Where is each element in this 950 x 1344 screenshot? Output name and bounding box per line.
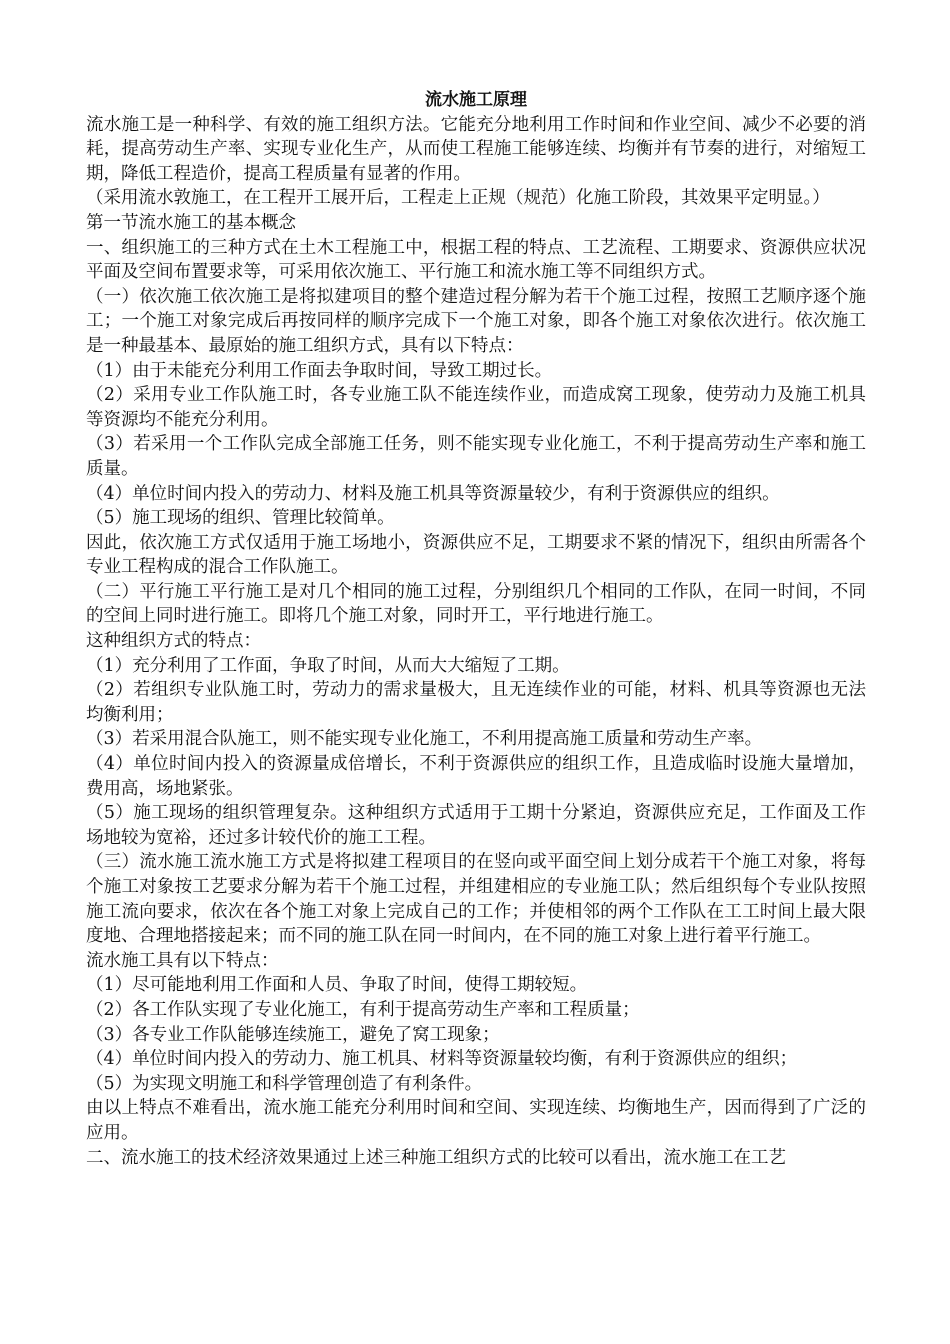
list-item: （3）若采用一个工作队完成全部施工任务，则不能实现专业化施工，不利于提高劳动生产率和施工质量。 xyxy=(86,434,866,479)
document-title: 流水施工原理 xyxy=(425,90,527,110)
list-item: （1）由于未能充分利用工作面去争取时间，导致工期过长。 xyxy=(86,360,553,381)
paragraph-parallel-features: 这种组织方式的特点： xyxy=(86,631,261,652)
section-heading: 第一节流水施工的基本概念 xyxy=(86,212,296,233)
paragraph-sequential-summary: 因此，依次施工方式仅适用于施工场地小，资源供应不足，工期要求不紧的情况下，组织由所需各个专业工程构成的混合工作队施工。 xyxy=(86,532,866,578)
list-item: （5）施工现场的组织、管理比较简单。 xyxy=(86,508,395,529)
paragraph-intro: 流水施工是一种科学、有效的施工组织方法。它能充分地利用工作时间和作业空间、减少不必要的消耗，提高劳动生产率、实现专业化生产，从而使工程施工能够连续、均衡并有节奏的进行，对缩短工期，降低工程造价，提高工程质量有显著的作用。 xyxy=(86,114,866,184)
list-item: （1）充分利用了工作面，争取了时间，从而大大缩短了工期。 xyxy=(86,655,570,676)
list-item: （4）单位时间内投入的劳动力、材料及施工机具等资源量较少，有利于资源供应的组织。 xyxy=(86,483,780,504)
paragraph-sequential: （一）依次施工依次施工是将拟建项目的整个建造过程分解为若干个施工过程，按照工艺顺序逐个施工；一个施工对象完成后再按同样的顺序完成下一个施工对象，即各个施工对象依次进行。依次施工是一种最基本、最原始的施工组织方式，具有以下特点： xyxy=(86,286,866,356)
paragraph-flow: （三）流水施工流水施工方式是将拟建工程项目的在竖向或平面空间上划分成若干个施工对象，将每个施工对象按工艺要求分解为若干个施工过程，并组建相应的专业施工队；然后组织每个专业队按照施工流向要求，依次在各个施工对象上完成自己的工作；并使相邻的两个工作队在工工时间上最大限度地、合理地搭接起来；而不同的施工队在同一时间内，在不同的施工对象上进行着平行施工。 xyxy=(86,852,866,947)
paragraph-three-methods: 一、组织施工的三种方式在土木工程施工中，根据工程的特点、工艺流程、工期要求、资源供应状况平面及空间布置要求等，可采用依次施工、平行施工和流水施工等不同组织方式。 xyxy=(86,237,866,283)
list-item: （2）采用专业工作队施工时，各专业施工队不能连续作业，而造成窝工现象，使劳动力及施工机具等资源均不能充分利用。 xyxy=(86,385,866,430)
list-item: （3）各专业工作队能够连续施工，避免了窝工现象； xyxy=(86,1024,500,1045)
list-item: （5）为实现文明施工和科学管理创造了有利条件。 xyxy=(86,1073,483,1094)
document-page xyxy=(86,88,866,1170)
list-item: （4）单位时间内投入的资源量成倍增长，不利于资源供应的组织工作，且造成临时设施大量增加，费用高，场地紧张。 xyxy=(86,754,866,799)
list-item: （2）若组织专业队施工时，劳动力的需求量极大，且无连续作业的可能，材料、机具等资源也无法均衡利用； xyxy=(86,680,866,725)
list-item: （4）单位时间内投入的劳动力、施工机具、材料等资源量较均衡，有利于资源供应的组织； xyxy=(86,1049,798,1070)
list-item: （3）若采用混合队施工，则不能实现专业化施工，不利用提高施工质量和劳动生产率。 xyxy=(86,729,763,750)
list-item: （5）施工现场的组织管理复杂。这种组织方式适用于工期十分紧迫，资源供应充足，工作面及工作场地较为宽裕，还过多计较代价的施工工程。 xyxy=(86,803,866,848)
paragraph-technical-economic: 二、流水施工的技术经济效果通过上述三种施工组织方式的比较可以看出，流水施工在工艺 xyxy=(86,1147,786,1168)
list-item: （2）各工作队实现了专业化施工，有利于提高劳动生产率和工程质量； xyxy=(86,999,640,1020)
paragraph-conclusion: 由以上特点不难看出，流水施工能充分利用时间和空间、实现连续、均衡地生产，因而得到了广泛的应用。 xyxy=(86,1098,866,1143)
paragraph-flow-features: 流水施工具有以下特点： xyxy=(86,950,279,971)
paragraph-parallel: （二）平行施工平行施工是对几个相同的施工过程，分别组织几个相同的工作队，在同一时间，不同的空间上同时进行施工。即将几个施工对象，同时开工，平行地进行施工。 xyxy=(86,581,866,627)
list-item: （1）尽可能地利用工作面和人员、争取了时间，使得工期较短。 xyxy=(86,975,588,996)
paragraph-note: （采用流水敦施工，在工程开工展开后，工程走上正规（规范）化施工阶段，其效果平定明显。） xyxy=(86,188,830,209)
